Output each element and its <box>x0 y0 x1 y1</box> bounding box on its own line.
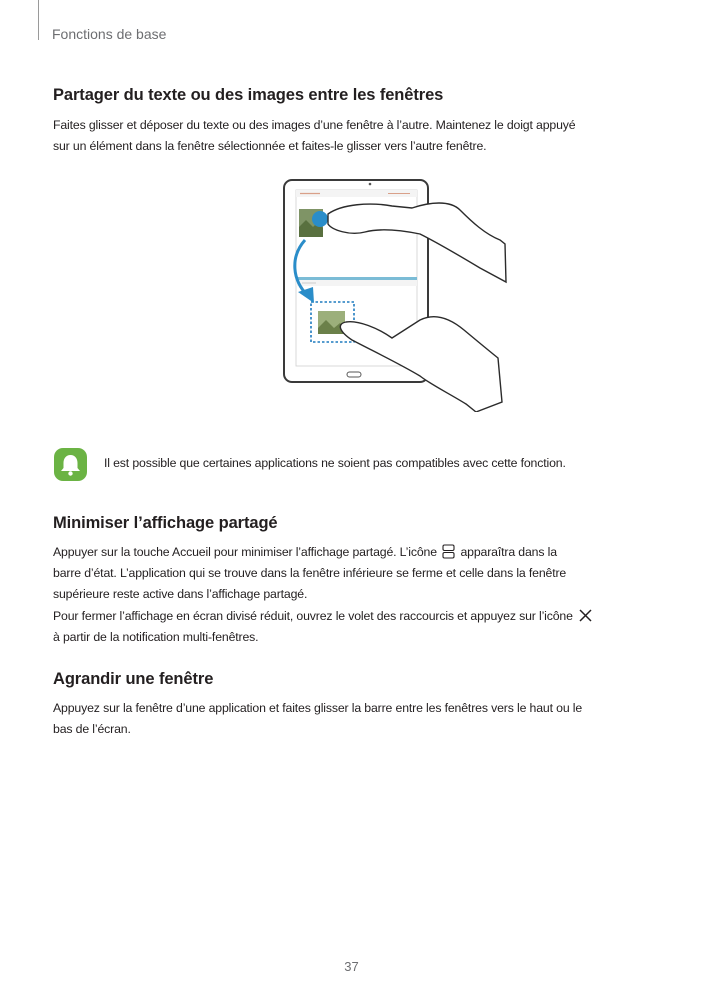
split-view-icon <box>442 544 455 559</box>
share-paragraph <box>53 115 653 157</box>
share-line-2: sur un élément dans la fenêtre sélectionnée et faites-le glisser vers l’autre fenêtre. <box>53 139 487 153</box>
page-number: 37 <box>344 959 359 974</box>
close-icon <box>578 608 593 623</box>
minimize-paragraph-2 <box>53 606 653 648</box>
share-line-1: Faites glisser et déposer du texte ou des images d’une fenêtre à l’autre. Maintenez le doigt appuyé <box>53 118 576 132</box>
running-header: Fonctions de base <box>52 26 167 42</box>
heading-minimize-split-view: Minimiser l’affichage partagé <box>53 514 278 532</box>
split-divider-bar <box>296 277 417 280</box>
heading-share-content: Partager du texte ou des images entre les fenêtres <box>53 86 444 104</box>
enlarge-paragraph <box>53 698 653 740</box>
bell-icon <box>54 448 87 481</box>
close-line-2: à partir de la notification multi-fenêtres. <box>53 630 259 644</box>
heading-enlarge-window: Agrandir une fenêtre <box>53 670 214 688</box>
enlarge-line-2: bas de l’écran. <box>53 722 131 736</box>
minimize-text-before-icon: Appuyer sur la touche Accueil pour minimiser l’affichage partagé. L’icône <box>53 545 437 559</box>
drag-drop-illustration <box>280 172 512 412</box>
tablet-camera <box>369 183 372 186</box>
minimize-text-after-icon: apparaîtra dans la <box>460 545 557 559</box>
note-text: Il est possible que certaines applications ne soient pas compatibles avec cette fonction. <box>104 456 566 470</box>
enlarge-line-1: Appuyez sur la fenêtre d’une application et faites glisser la barre entre les fenêtres vers le haut ou le <box>53 701 583 715</box>
note-badge <box>54 448 87 481</box>
close-text-before-icon: Pour fermer l’affichage en écran divisé réduit, ouvrez le volet des raccourcis et appuyez sur l’icône <box>53 609 573 623</box>
header-rule <box>38 0 39 40</box>
minimize-paragraph-1 <box>53 542 653 605</box>
minimize-line-2: barre d’état. L’application qui se trouve dans la fenêtre inférieure se ferme et celle dans la fenêtre <box>53 566 567 580</box>
minimize-line-3: supérieure reste active dans l’affichage partagé. <box>53 587 308 601</box>
touch-point <box>312 211 328 227</box>
